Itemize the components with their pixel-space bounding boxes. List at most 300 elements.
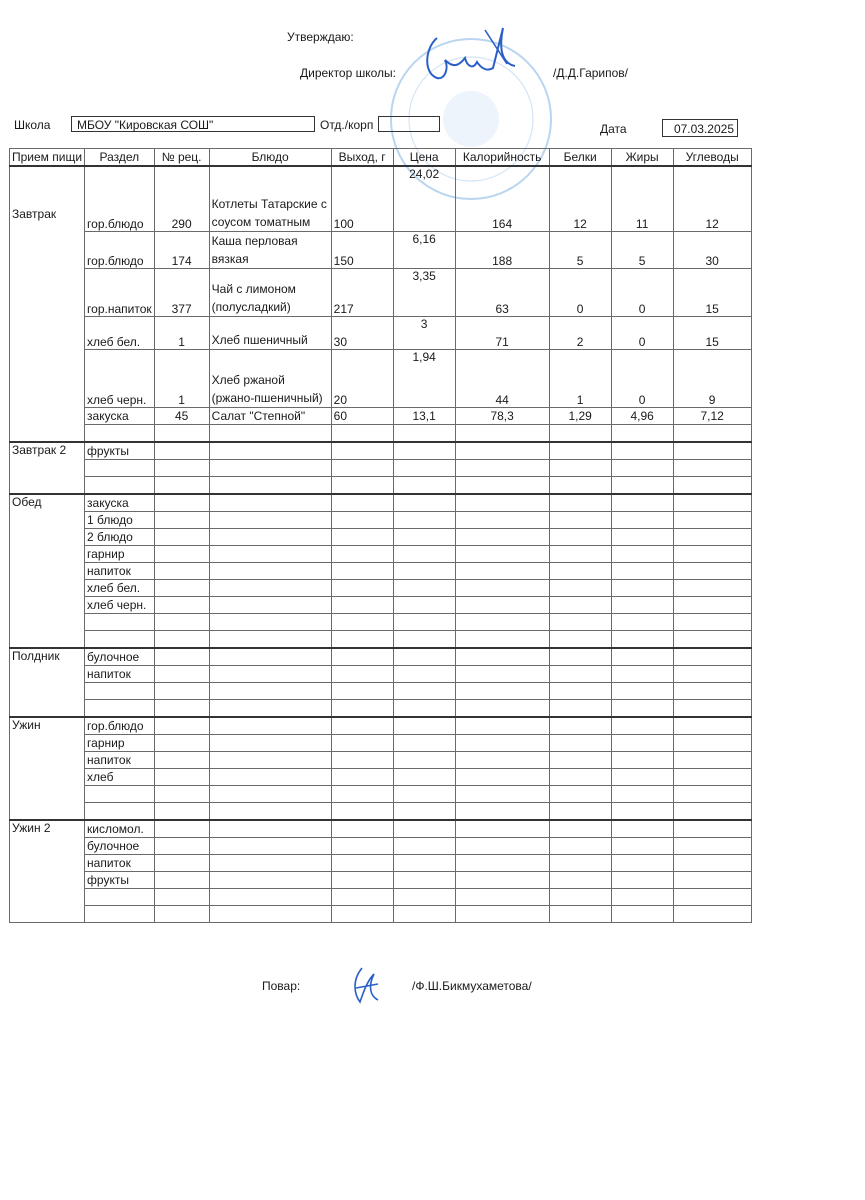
empty-cell bbox=[393, 613, 455, 630]
empty-cell bbox=[154, 648, 209, 666]
empty-cell bbox=[393, 785, 455, 802]
empty-cell bbox=[611, 511, 673, 528]
meal-label: Ужин bbox=[12, 717, 41, 732]
carbs-cell: 15 bbox=[673, 268, 751, 316]
col-yield: Выход, г bbox=[331, 149, 393, 167]
empty-cell bbox=[549, 717, 611, 735]
section-cell: гор.блюдо bbox=[85, 717, 155, 735]
empty-cell bbox=[154, 854, 209, 871]
empty-cell bbox=[331, 459, 393, 476]
table-row bbox=[10, 476, 752, 494]
protein-cell: 12 bbox=[549, 166, 611, 231]
empty-cell bbox=[549, 613, 611, 630]
col-meal: Прием пищи bbox=[10, 149, 85, 167]
empty-cell bbox=[549, 545, 611, 562]
fat-cell: 0 bbox=[611, 316, 673, 349]
empty-cell bbox=[331, 820, 393, 838]
col-kcal: Калорийность bbox=[455, 149, 549, 167]
section-cell bbox=[85, 905, 155, 922]
empty-cell bbox=[673, 682, 751, 699]
meal-dinner2 bbox=[10, 820, 85, 923]
table-row bbox=[10, 751, 752, 768]
empty-cell bbox=[455, 699, 549, 717]
section-cell: хлеб бел. bbox=[85, 579, 155, 596]
empty-cell bbox=[455, 562, 549, 579]
empty-cell bbox=[154, 545, 209, 562]
protein-cell: 0 bbox=[549, 268, 611, 316]
empty-cell bbox=[393, 751, 455, 768]
empty-cell bbox=[673, 854, 751, 871]
dept-label: Отд./корп bbox=[320, 118, 374, 132]
table-row bbox=[10, 579, 752, 596]
approve-label: Утверждаю: bbox=[287, 30, 354, 44]
empty-cell bbox=[549, 751, 611, 768]
table-row bbox=[10, 648, 752, 666]
kcal-cell: 188 bbox=[455, 231, 549, 268]
empty-cell bbox=[611, 596, 673, 613]
recipe-cell: 290 bbox=[154, 166, 209, 231]
empty-cell bbox=[209, 888, 331, 905]
dish-cell: Котлеты Татарские с соусом томатным bbox=[209, 166, 331, 231]
carbs-cell: 12 bbox=[673, 166, 751, 231]
section-cell: напиток bbox=[85, 751, 155, 768]
empty-cell bbox=[455, 579, 549, 596]
section-cell: 2 блюдо bbox=[85, 528, 155, 545]
empty-cell bbox=[154, 613, 209, 630]
section-cell: булочное bbox=[85, 648, 155, 666]
empty-cell bbox=[209, 665, 331, 682]
table-row bbox=[10, 888, 752, 905]
empty-cell bbox=[393, 630, 455, 648]
table-row bbox=[10, 442, 752, 460]
empty-cell bbox=[549, 494, 611, 512]
empty-cell bbox=[455, 871, 549, 888]
empty-cell bbox=[209, 476, 331, 494]
empty-cell bbox=[611, 699, 673, 717]
empty-cell bbox=[393, 528, 455, 545]
empty-cell bbox=[209, 596, 331, 613]
carbs-cell: 7,12 bbox=[673, 407, 751, 424]
price-cell: 3 bbox=[393, 316, 455, 349]
table-row bbox=[10, 717, 752, 735]
section-cell: кисломол. bbox=[85, 820, 155, 838]
empty-cell bbox=[455, 494, 549, 512]
dish-cell bbox=[209, 424, 331, 442]
empty-meal-blocks bbox=[10, 442, 752, 923]
empty-cell bbox=[673, 494, 751, 512]
table-row bbox=[10, 459, 752, 476]
empty-cell bbox=[611, 871, 673, 888]
empty-cell bbox=[611, 459, 673, 476]
col-fat: Жиры bbox=[611, 149, 673, 167]
empty-cell bbox=[673, 820, 751, 838]
price-cell bbox=[393, 424, 455, 442]
empty-cell bbox=[331, 596, 393, 613]
empty-cell bbox=[331, 802, 393, 820]
section-cell bbox=[85, 459, 155, 476]
empty-cell bbox=[331, 442, 393, 460]
empty-cell bbox=[673, 442, 751, 460]
empty-cell bbox=[154, 511, 209, 528]
dish-cell: Хлеб ржаной (ржано-пшеничный) bbox=[209, 349, 331, 407]
yield-cell: 60 bbox=[331, 407, 393, 424]
table-row bbox=[10, 596, 752, 613]
empty-cell bbox=[154, 528, 209, 545]
meal-label: Ужин 2 bbox=[12, 820, 51, 835]
empty-cell bbox=[331, 734, 393, 751]
empty-cell bbox=[331, 579, 393, 596]
empty-cell bbox=[209, 648, 331, 666]
empty-cell bbox=[455, 734, 549, 751]
empty-cell bbox=[209, 785, 331, 802]
director-signature bbox=[415, 18, 525, 98]
section-cell bbox=[85, 802, 155, 820]
protein-cell: 5 bbox=[549, 231, 611, 268]
empty-cell bbox=[549, 699, 611, 717]
empty-cell bbox=[393, 545, 455, 562]
empty-cell bbox=[393, 888, 455, 905]
empty-cell bbox=[154, 905, 209, 922]
empty-cell bbox=[549, 888, 611, 905]
section-cell bbox=[85, 476, 155, 494]
empty-cell bbox=[611, 494, 673, 512]
section-cell bbox=[85, 888, 155, 905]
empty-cell bbox=[393, 734, 455, 751]
empty-cell bbox=[154, 699, 209, 717]
school-label: Школа bbox=[14, 118, 51, 132]
section-cell: фрукты bbox=[85, 442, 155, 460]
empty-cell bbox=[549, 459, 611, 476]
empty-cell bbox=[455, 613, 549, 630]
protein-cell: 2 bbox=[549, 316, 611, 349]
empty-cell bbox=[209, 494, 331, 512]
carbs-cell: 30 bbox=[673, 231, 751, 268]
empty-cell bbox=[154, 459, 209, 476]
empty-cell bbox=[673, 768, 751, 785]
empty-cell bbox=[611, 802, 673, 820]
section-cell: булочное bbox=[85, 837, 155, 854]
empty-cell bbox=[455, 802, 549, 820]
empty-cell bbox=[611, 751, 673, 768]
empty-cell bbox=[455, 459, 549, 476]
empty-cell bbox=[611, 717, 673, 735]
yield-cell: 150 bbox=[331, 231, 393, 268]
table-row bbox=[10, 630, 752, 648]
empty-cell bbox=[154, 717, 209, 735]
empty-cell bbox=[209, 768, 331, 785]
empty-cell bbox=[154, 579, 209, 596]
table-row bbox=[10, 562, 752, 579]
empty-cell bbox=[549, 768, 611, 785]
empty-cell bbox=[154, 596, 209, 613]
meal-snack bbox=[10, 648, 85, 717]
empty-cell bbox=[331, 476, 393, 494]
fat-cell bbox=[611, 424, 673, 442]
price-cell: 6,16 bbox=[393, 231, 455, 268]
empty-cell bbox=[209, 751, 331, 768]
empty-cell bbox=[393, 802, 455, 820]
carbs-cell bbox=[673, 424, 751, 442]
meal-breakfast bbox=[10, 166, 85, 442]
fat-cell: 0 bbox=[611, 349, 673, 407]
protein-cell: 1,29 bbox=[549, 407, 611, 424]
empty-cell bbox=[549, 630, 611, 648]
empty-cell bbox=[209, 734, 331, 751]
section-cell: гарнир bbox=[85, 545, 155, 562]
empty-cell bbox=[154, 751, 209, 768]
empty-cell bbox=[455, 820, 549, 838]
table-row bbox=[10, 316, 752, 349]
empty-cell bbox=[209, 717, 331, 735]
empty-cell bbox=[331, 682, 393, 699]
empty-cell bbox=[393, 665, 455, 682]
empty-cell bbox=[549, 511, 611, 528]
empty-cell bbox=[209, 871, 331, 888]
price-cell: 1,94 bbox=[393, 349, 455, 407]
empty-cell bbox=[549, 785, 611, 802]
empty-cell bbox=[611, 665, 673, 682]
yield-cell: 100 bbox=[331, 166, 393, 231]
empty-cell bbox=[331, 888, 393, 905]
empty-cell bbox=[331, 665, 393, 682]
empty-cell bbox=[549, 905, 611, 922]
col-carbs: Углеводы bbox=[673, 149, 751, 167]
recipe-cell: 45 bbox=[154, 407, 209, 424]
empty-cell bbox=[154, 871, 209, 888]
empty-cell bbox=[154, 888, 209, 905]
empty-cell bbox=[549, 648, 611, 666]
empty-cell bbox=[673, 871, 751, 888]
col-recipe: № рец. bbox=[154, 149, 209, 167]
empty-cell bbox=[331, 545, 393, 562]
meal-label: Завтрак bbox=[12, 207, 57, 221]
recipe-cell: 1 bbox=[154, 349, 209, 407]
col-section: Раздел bbox=[85, 149, 155, 167]
dish-cell: Хлеб пшеничный bbox=[209, 316, 331, 349]
fat-cell: 4,96 bbox=[611, 407, 673, 424]
empty-cell bbox=[455, 630, 549, 648]
empty-cell bbox=[331, 528, 393, 545]
kcal-cell: 71 bbox=[455, 316, 549, 349]
empty-cell bbox=[154, 682, 209, 699]
dept-field[interactable] bbox=[378, 116, 440, 132]
recipe-cell: 1 bbox=[154, 316, 209, 349]
empty-cell bbox=[393, 768, 455, 785]
carbs-cell: 15 bbox=[673, 316, 751, 349]
empty-cell bbox=[549, 837, 611, 854]
empty-cell bbox=[154, 665, 209, 682]
menu-table bbox=[9, 148, 752, 923]
empty-cell bbox=[154, 785, 209, 802]
empty-cell bbox=[611, 905, 673, 922]
section-cell bbox=[85, 424, 155, 442]
empty-cell bbox=[209, 837, 331, 854]
empty-cell bbox=[154, 820, 209, 838]
empty-cell bbox=[455, 528, 549, 545]
section-cell bbox=[85, 785, 155, 802]
empty-cell bbox=[673, 613, 751, 630]
empty-cell bbox=[331, 511, 393, 528]
section-cell bbox=[85, 682, 155, 699]
section-cell: хлеб бел. bbox=[85, 316, 155, 349]
empty-cell bbox=[455, 837, 549, 854]
empty-cell bbox=[549, 442, 611, 460]
empty-cell bbox=[154, 476, 209, 494]
table-row bbox=[10, 802, 752, 820]
director-label: Директор школы: bbox=[300, 66, 396, 80]
table-row bbox=[10, 166, 752, 231]
empty-cell bbox=[393, 871, 455, 888]
empty-cell bbox=[331, 717, 393, 735]
table-row bbox=[10, 854, 752, 871]
recipe-cell: 377 bbox=[154, 268, 209, 316]
empty-cell bbox=[673, 545, 751, 562]
empty-cell bbox=[209, 528, 331, 545]
empty-cell bbox=[331, 785, 393, 802]
empty-cell bbox=[393, 596, 455, 613]
empty-cell bbox=[209, 545, 331, 562]
empty-cell bbox=[455, 511, 549, 528]
empty-cell bbox=[455, 717, 549, 735]
table-row bbox=[10, 768, 752, 785]
empty-cell bbox=[673, 665, 751, 682]
cook-label: Повар: bbox=[262, 979, 301, 993]
empty-cell bbox=[673, 785, 751, 802]
dish-cell: Каша перловая вязкая bbox=[209, 231, 331, 268]
fat-cell: 11 bbox=[611, 166, 673, 231]
price-cell: 24,02 bbox=[393, 166, 455, 231]
empty-cell bbox=[393, 717, 455, 735]
empty-cell bbox=[209, 459, 331, 476]
empty-cell bbox=[673, 579, 751, 596]
empty-cell bbox=[331, 768, 393, 785]
empty-cell bbox=[611, 768, 673, 785]
section-cell: закуска bbox=[85, 494, 155, 512]
empty-cell bbox=[209, 905, 331, 922]
empty-cell bbox=[393, 905, 455, 922]
empty-cell bbox=[549, 579, 611, 596]
empty-cell bbox=[611, 562, 673, 579]
empty-cell bbox=[611, 820, 673, 838]
empty-cell bbox=[393, 511, 455, 528]
empty-cell bbox=[611, 837, 673, 854]
section-cell bbox=[85, 613, 155, 630]
empty-cell bbox=[209, 820, 331, 838]
empty-cell bbox=[154, 768, 209, 785]
recipe-cell bbox=[154, 424, 209, 442]
empty-cell bbox=[673, 734, 751, 751]
empty-cell bbox=[393, 579, 455, 596]
table-row bbox=[10, 231, 752, 268]
meal-label: Завтрак 2 bbox=[12, 442, 67, 457]
empty-cell bbox=[673, 476, 751, 494]
protein-cell bbox=[549, 424, 611, 442]
table-row bbox=[10, 528, 752, 545]
empty-cell bbox=[331, 630, 393, 648]
empty-cell bbox=[393, 837, 455, 854]
date-field[interactable]: 07.03.2025 bbox=[662, 119, 738, 137]
table-row bbox=[10, 682, 752, 699]
empty-cell bbox=[154, 837, 209, 854]
empty-cell bbox=[455, 751, 549, 768]
empty-cell bbox=[673, 511, 751, 528]
empty-cell bbox=[331, 494, 393, 512]
yield-cell: 217 bbox=[331, 268, 393, 316]
empty-cell bbox=[673, 648, 751, 666]
empty-cell bbox=[393, 494, 455, 512]
empty-cell bbox=[209, 562, 331, 579]
empty-cell bbox=[154, 442, 209, 460]
table-row bbox=[10, 613, 752, 630]
cook-name: /Ф.Ш.Бикмухаметова/ bbox=[412, 979, 532, 993]
empty-cell bbox=[549, 854, 611, 871]
empty-cell bbox=[549, 528, 611, 545]
table-row bbox=[10, 820, 752, 838]
empty-cell bbox=[673, 717, 751, 735]
empty-cell bbox=[611, 785, 673, 802]
empty-cell bbox=[455, 905, 549, 922]
protein-cell: 1 bbox=[549, 349, 611, 407]
director-name: /Д.Д.Гарипов/ bbox=[553, 66, 629, 80]
empty-cell bbox=[673, 528, 751, 545]
empty-cell bbox=[611, 613, 673, 630]
table-header-row bbox=[10, 149, 752, 167]
empty-cell bbox=[549, 476, 611, 494]
school-field[interactable]: МБОУ "Кировская СОШ" bbox=[71, 116, 315, 132]
empty-cell bbox=[209, 613, 331, 630]
price-cell: 3,35 bbox=[393, 268, 455, 316]
empty-cell bbox=[611, 545, 673, 562]
empty-cell bbox=[393, 699, 455, 717]
empty-cell bbox=[673, 630, 751, 648]
section-cell: гор.блюдо bbox=[85, 166, 155, 231]
section-cell: хлеб черн. bbox=[85, 349, 155, 407]
empty-cell bbox=[393, 476, 455, 494]
empty-cell bbox=[455, 682, 549, 699]
empty-cell bbox=[393, 459, 455, 476]
empty-cell bbox=[209, 511, 331, 528]
empty-cell bbox=[209, 579, 331, 596]
empty-cell bbox=[549, 562, 611, 579]
section-cell: закуска bbox=[85, 407, 155, 424]
empty-cell bbox=[331, 854, 393, 871]
carbs-cell: 9 bbox=[673, 349, 751, 407]
empty-cell bbox=[673, 562, 751, 579]
table-row bbox=[10, 511, 752, 528]
dish-cell: Салат "Степной" bbox=[209, 407, 331, 424]
empty-cell bbox=[455, 854, 549, 871]
empty-cell bbox=[331, 905, 393, 922]
empty-cell bbox=[611, 630, 673, 648]
section-cell: гарнир bbox=[85, 734, 155, 751]
empty-cell bbox=[209, 442, 331, 460]
empty-cell bbox=[611, 854, 673, 871]
empty-cell bbox=[549, 820, 611, 838]
table-row bbox=[10, 349, 752, 407]
empty-cell bbox=[549, 665, 611, 682]
table-row bbox=[10, 494, 752, 512]
section-cell bbox=[85, 699, 155, 717]
price-cell: 13,1 bbox=[393, 407, 455, 424]
empty-cell bbox=[549, 682, 611, 699]
empty-cell bbox=[331, 648, 393, 666]
section-cell bbox=[85, 630, 155, 648]
yield-cell bbox=[331, 424, 393, 442]
recipe-cell: 174 bbox=[154, 231, 209, 268]
table-row bbox=[10, 905, 752, 922]
empty-cell bbox=[455, 785, 549, 802]
meal-dinner bbox=[10, 717, 85, 820]
